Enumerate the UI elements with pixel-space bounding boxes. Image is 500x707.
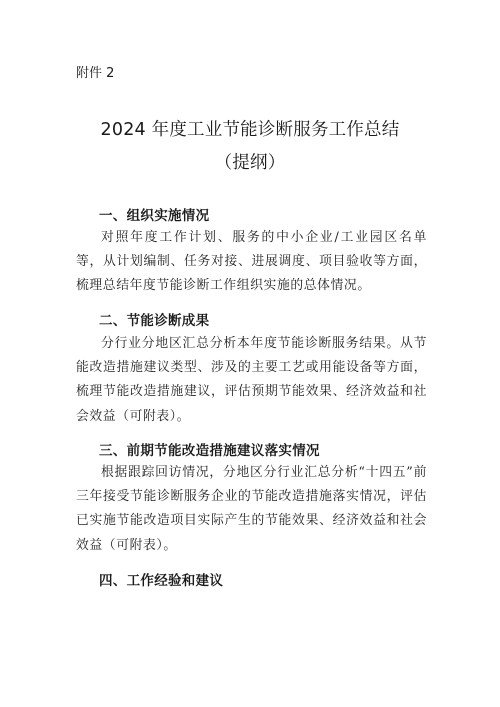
section-body-1: 对照年度工作计划、服务的中小企业/工业园区名单等，从计划编制、任务对接、进展调度、项目验收等方面，梳理总结年度节能诊断工作组织实施的总体情况。	[76, 230, 427, 294]
section-body-2: 分行业分地区汇总分析本年度节能诊断服务结果。从节能改造措施建议类型、涉及的主要工艺或用能设备等方面，梳理节能改造措施建议，评估预期节能效果、经济效益和社会效益（可附表）。	[76, 336, 427, 424]
section-heading-3: 三、前期节能改造措施建议落实情况	[99, 443, 320, 459]
document-title: 2024 年度工业节能诊断服务工作总结	[100, 120, 400, 140]
attachment-label: 附件 2	[76, 66, 115, 81]
section-body-3: 根据跟踪回访情况，分地区分行业汇总分析“十四五”前三年接受节能诊断服务企业的节能改造措施落实情况，评估已实施节能改造项目实际产生的节能效果、经济效益和社会效益（可附表）。	[76, 465, 427, 553]
document-subtitle: （提纲）	[214, 153, 286, 173]
section-heading-1: 一、组织实施情况	[99, 208, 210, 224]
section-heading-2: 二、节能诊断成果	[99, 313, 210, 329]
section-heading-4: 四、工作经验和建议	[99, 573, 224, 589]
